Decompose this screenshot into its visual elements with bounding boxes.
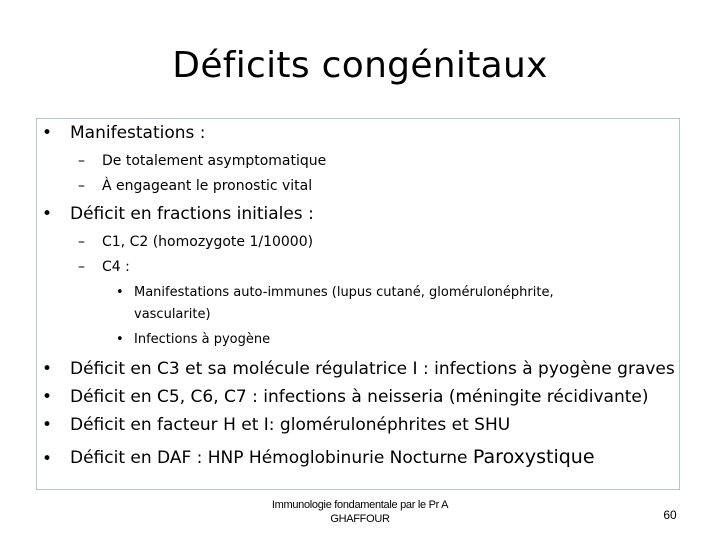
bullet-c5-c6-c7: Déficit en C5, C6, C7 : infections à neisseria (méningite récidivante) xyxy=(70,387,649,407)
dash-marker: – xyxy=(78,178,85,194)
dash-marker: – xyxy=(78,234,85,250)
bullet-daf-emphasis: Paroxystique xyxy=(472,446,595,468)
bullet-marker: • xyxy=(42,415,53,435)
sub-item-vital: À engageant le pronostic vital xyxy=(102,178,313,194)
sub-item-c4: C4 : xyxy=(102,259,130,275)
dot-marker: • xyxy=(116,285,124,300)
bullet-marker: • xyxy=(42,387,53,407)
bullet-facteur-h-i: Déficit en facteur H et I: glomérulonéphrites et SHU xyxy=(70,415,511,435)
bullet-c3: Déficit en C3 et sa molécule régulatrice I : infections à pyogène graves xyxy=(70,359,675,379)
footer-line-2: GHAFFOUR xyxy=(330,513,390,525)
sub-item-asymptomatic: De totalement asymptomatique xyxy=(102,153,327,169)
bullet-daf-text: Déficit en DAF : HNP Hémoglobinurie Nocturne xyxy=(70,448,473,468)
bullet-marker: • xyxy=(42,123,53,143)
sub-sub-item-auto-immune-cont: vascularite) xyxy=(134,307,211,322)
sub-sub-item-auto-immune: Manifestations auto-immunes (lupus cutané, glomérulonéphrite, xyxy=(134,285,554,300)
bullet-fractions-initiales: Déficit en fractions initiales : xyxy=(70,204,314,224)
sub-sub-item-pyogene: Infections à pyogène xyxy=(134,332,271,347)
footer-author xyxy=(250,498,470,526)
bullet-marker: • xyxy=(42,449,53,469)
bullet-manifestations: Manifestations : xyxy=(70,123,206,143)
dash-marker: – xyxy=(78,153,85,169)
bullet-daf xyxy=(70,446,595,469)
footer-line-1: Immunologie fondamentale par le Pr A xyxy=(271,499,449,511)
sub-item-c1-c2: C1, C2 (homozygote 1/10000) xyxy=(102,234,314,250)
dot-marker: • xyxy=(116,332,124,347)
page-title: Déficits congénitaux xyxy=(172,45,548,86)
bullet-marker: • xyxy=(42,204,53,224)
page-number: 60 xyxy=(663,508,677,522)
dash-marker: – xyxy=(78,259,85,275)
bullet-marker: • xyxy=(42,359,53,379)
